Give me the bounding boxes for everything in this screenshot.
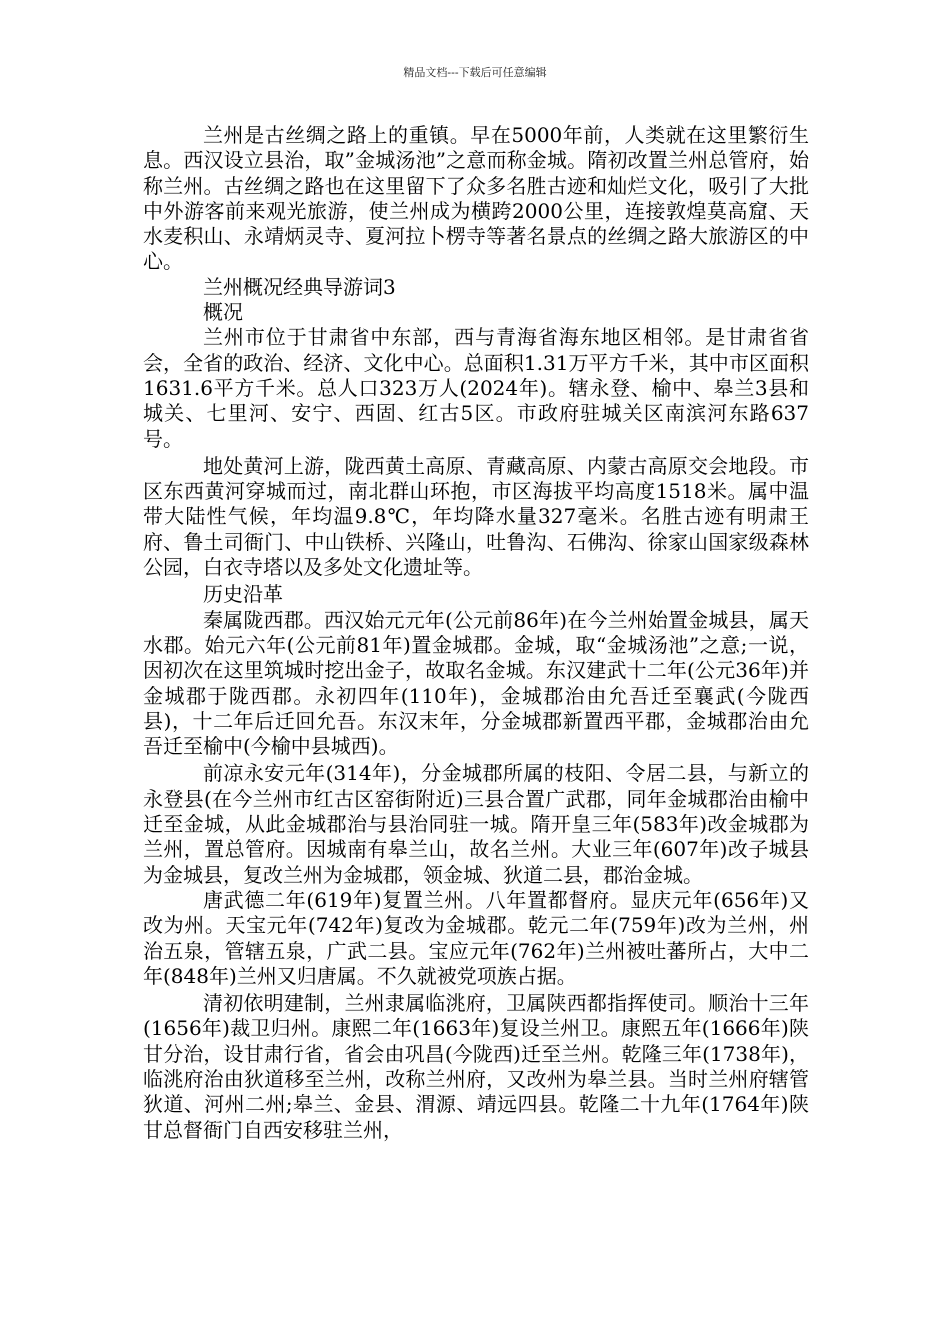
paragraph-geography: 地处黄河上游，陇西黄土高原、青藏高原、内蒙古高原交会地段。市区东西黄河穿城而过，南北群山环抱，市区海拔平均高度1518米。属中温带大陆性气候，年均温9.8℃，年均降水量327毫米。名胜古迹有明肃王府、鲁土司衙门、中山铁桥、兴隆山，吐鲁沟、石佛沟、徐家山国家级森林公园，白衣寺塔以及多处文化遗址等。 bbox=[143, 453, 809, 580]
paragraph-tang: 唐武德二年(619年)复置兰州。八年置都督府。显庆元年(656年)又改为州。天宝元年(742年)复改为金城郡。乾元二年(759年)改为兰州，州治五泉，管辖五泉，广武二县。宝应元年(762年)兰州被吐蕃所占，大中二年(848年)兰州又归唐属。不久就被党项族占据。 bbox=[143, 887, 809, 988]
heading-history: 历史沿革 bbox=[203, 582, 283, 607]
paragraph-qin-han: 秦属陇西郡。西汉始元元年(公元前86年)在今兰州始置金城县，属天水郡。始元六年(公元前81年)置金城郡。金城，取“金城汤池”之意;一说，因初次在这里筑城时挖出金子，故取名金城。东汉建武十二年(公元36年)并金城郡于陇西郡。永初四年(110年)，金城郡治由允吾迁至襄武(今陇西县)，十二年后迁回允吾。东汉末年，分金城郡新置西平郡，金城郡治由允吾迁至榆中(今榆中县城西)。 bbox=[143, 607, 809, 759]
section-title: 兰州概况经典导游词3 bbox=[203, 274, 396, 299]
paragraph-location: 兰州市位于甘肃省中东部，西与青海省海东地区相邻。是甘肃省省会，全省的政治、经济、文化中心。总面积1.31万平方千米，其中市区面积1631.6平方千米。总人口323万人(2024年)。辖永登、榆中、皋兰3县和城关、七里河、安宁、西固、红古5区。市政府驻城关区南滨河东路637号。 bbox=[143, 325, 809, 451]
page-header: 精品文档---下载后可任意编辑 bbox=[403, 66, 547, 79]
document-body bbox=[143, 123, 809, 1143]
heading-overview: 概况 bbox=[203, 300, 243, 325]
paragraph-intro: 兰州是古丝绸之路上的重镇。早在5000年前，人类就在这里繁衍生息。西汉设立县治，取”金城汤池”之意而称金城。隋初改置兰州总管府，始称兰州。古丝绸之路也在这里留下了众多名胜古迹和灿烂文化，吸引了大批中外游客前来观光旅游，使兰州成为横跨2000公里，连接敦煌莫高窟、天水麦积山、永靖炳灵寺、夏河拉卜楞寺等著名景点的丝绸之路大旅游区的中心。 bbox=[143, 123, 809, 274]
paragraph-qing: 清初依明建制，兰州隶属临洮府，卫属陕西都指挥使司。顺治十三年(1656年)裁卫归州。康熙二年(1663年)复设兰州卫。康熙五年(1666年)陕甘分治，设甘肃行省，省会由巩昌(今陇西)迁至兰州。乾隆三年(1738年)，临洮府治由狄道移至兰州，改称兰州府，又改州为皋兰县。当时兰州府辖管狄道、河州二州;皋兰、金县、渭源、靖远四县。乾隆二十九年(1764年)陕甘总督衙门自西安移驻兰州， bbox=[143, 991, 809, 1142]
paragraph-qianliang-sui: 前凉永安元年(314年)，分金城郡所属的枝阳、令居二县，与新立的永登县(在今兰州市红古区窑街附近)三县合置广武郡，同年金城郡治由榆中迁至金城，从此金城郡治与县治同驻一城。隋开皇三年(583年)改金城郡为兰州，置总管府。因城南有皋兰山，故名兰州。大业三年(607年)改子城县为金城县，复改兰州为金城郡，领金城、狄道二县，郡治金城。 bbox=[143, 761, 809, 887]
